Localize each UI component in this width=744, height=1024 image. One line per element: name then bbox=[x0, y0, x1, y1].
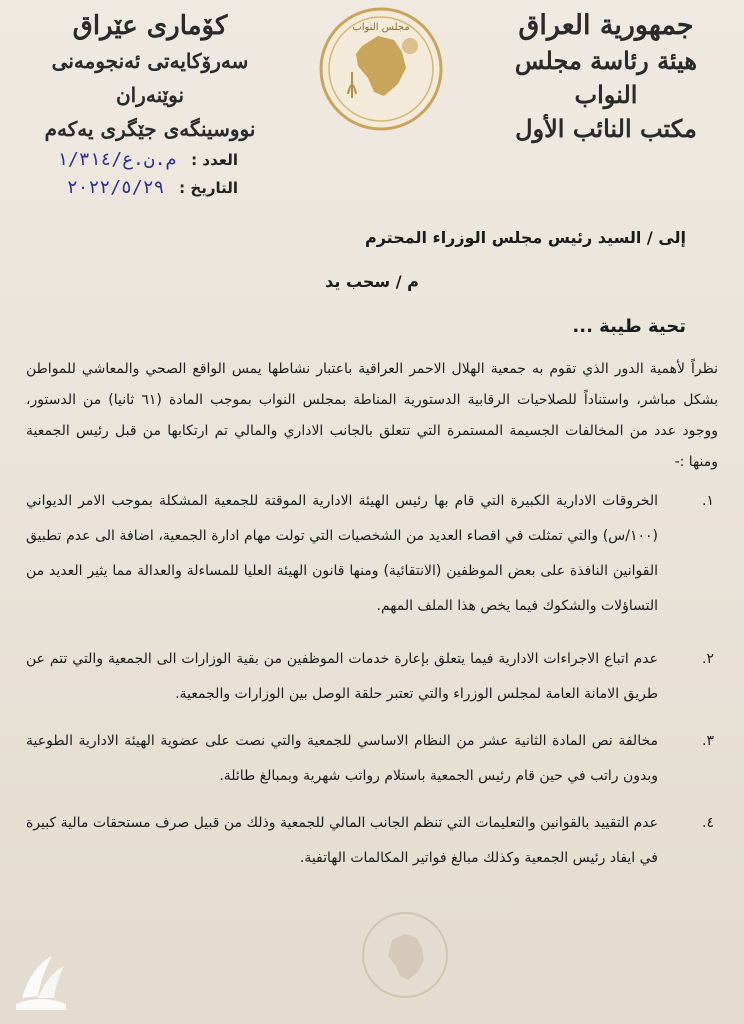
reference-date-value: ٢٠٢٢/٥/٢٩ bbox=[66, 177, 165, 198]
list-item-text: مخالفة نص المادة الثانية عشر من النظام الاساسي للجمعية والتي نصت على عضوية الهيئة الادارية الطوعية وبدون راتب في حين قام رئيس الجمعية باستلام رواتب شهرية وبمبالغ طائلة. bbox=[26, 733, 658, 784]
header-kurdish-line-2: سەرۆکایەتی ئەنجومەنی نوێنەران bbox=[51, 49, 249, 107]
list-item-text: الخروقات الادارية الكبيرة التي قام بها رئيس الهيئة الادارية الموقتة للجمعية المشكلة بموجب الامر الديواني (١٠٠/س) والتي تمثلت في اقصاء العديد من الشخصيات التي تولت مهام ادارة الجمعية، اضافة الى عدم تطبيق القوانين النافذة على بعض الموظفين (الانتقائية) ومنها قانون الهيئة العليا للمساءلة والعدالة مما يثير العديد من التساؤلات والشكوك فيما يخص هذا الملف المهم. bbox=[26, 493, 658, 614]
reference-number-value: م.ن.ع/١/٣١٤ bbox=[57, 149, 177, 170]
header-arabic bbox=[496, 8, 716, 146]
header-arabic-line-3: مكتب النائب الأول bbox=[515, 114, 697, 143]
list-item bbox=[26, 484, 718, 624]
reference-number-label: العدد : bbox=[191, 151, 238, 169]
reference-number-row bbox=[28, 146, 238, 174]
faded-seal-icon bbox=[360, 910, 450, 1000]
list-item-number: ١. bbox=[702, 493, 714, 509]
news-agency-watermark-icon bbox=[8, 948, 74, 1014]
list-item-number: ٢. bbox=[702, 651, 714, 667]
parliament-logo bbox=[318, 6, 444, 132]
list-item bbox=[26, 806, 718, 876]
reference-block bbox=[28, 146, 238, 202]
list-item bbox=[26, 642, 718, 712]
list-item-number: ٣. bbox=[702, 733, 714, 749]
logo-text: مجلس النواب bbox=[352, 22, 410, 33]
header-arabic-line-2: هيئة رئاسة مجلس النواب bbox=[514, 46, 698, 109]
subject-line: م / سحب يد bbox=[325, 272, 419, 291]
list-item-text: عدم اتباع الاجراءات الادارية فيما يتعلق بإعارة خدمات الموظفين من بقية الوزارات الى الجمعية والتي تتم عن طريق الامانة العامة لمجلس الوزراء والتي تعتبر حلقة الوصل بين الوزارات والجمعية. bbox=[26, 651, 658, 702]
violations-list bbox=[26, 484, 718, 876]
addressee: إلى / السيد رئيس مجلس الوزراء المحترم bbox=[364, 228, 686, 247]
reference-date-row bbox=[28, 174, 238, 202]
reference-date-label: التاريخ : bbox=[179, 179, 238, 197]
header-arabic-line-1: جمهورية العراق bbox=[518, 10, 694, 41]
list-item-number: ٤. bbox=[702, 815, 714, 831]
header-kurdish bbox=[30, 8, 270, 146]
greeting: تحية طيبة ... bbox=[572, 316, 686, 337]
header-kurdish-line-3: نووسینگەی جێگری یەکەم bbox=[44, 117, 256, 141]
header-kurdish-line-1: کۆماری عێراق bbox=[72, 11, 228, 41]
list-item-text: عدم التقييد بالقوانين والتعليمات التي تنظم الجانب المالي للجمعية وذلك من قبيل صرف مستحقات مالية كبيرة في ايفاد رئيس الجمعية وكذلك مبالغ فواتير المكالمات الهاتفية. bbox=[26, 815, 658, 866]
list-item bbox=[26, 724, 718, 794]
intro-paragraph: نظراً لأهمية الدور الذي تقوم به جمعية الهلال الاحمر العراقية باعتبار نشاطها يمس الواقع الصحي والمعاشي للمواطن بشكل مباشر، واستناداً للصلاحيات الرقابية الدستورية المناطة بمجلس النواب بموجب المادة (٦١ ثانيا) من الدستور، ووجود عدد من المخالفات الجسيمة المستمرة التي تتعلق بالجانب الاداري والمالي تم ارتكابها من قبل رئيس الجمعية ومنها :- bbox=[26, 361, 718, 470]
